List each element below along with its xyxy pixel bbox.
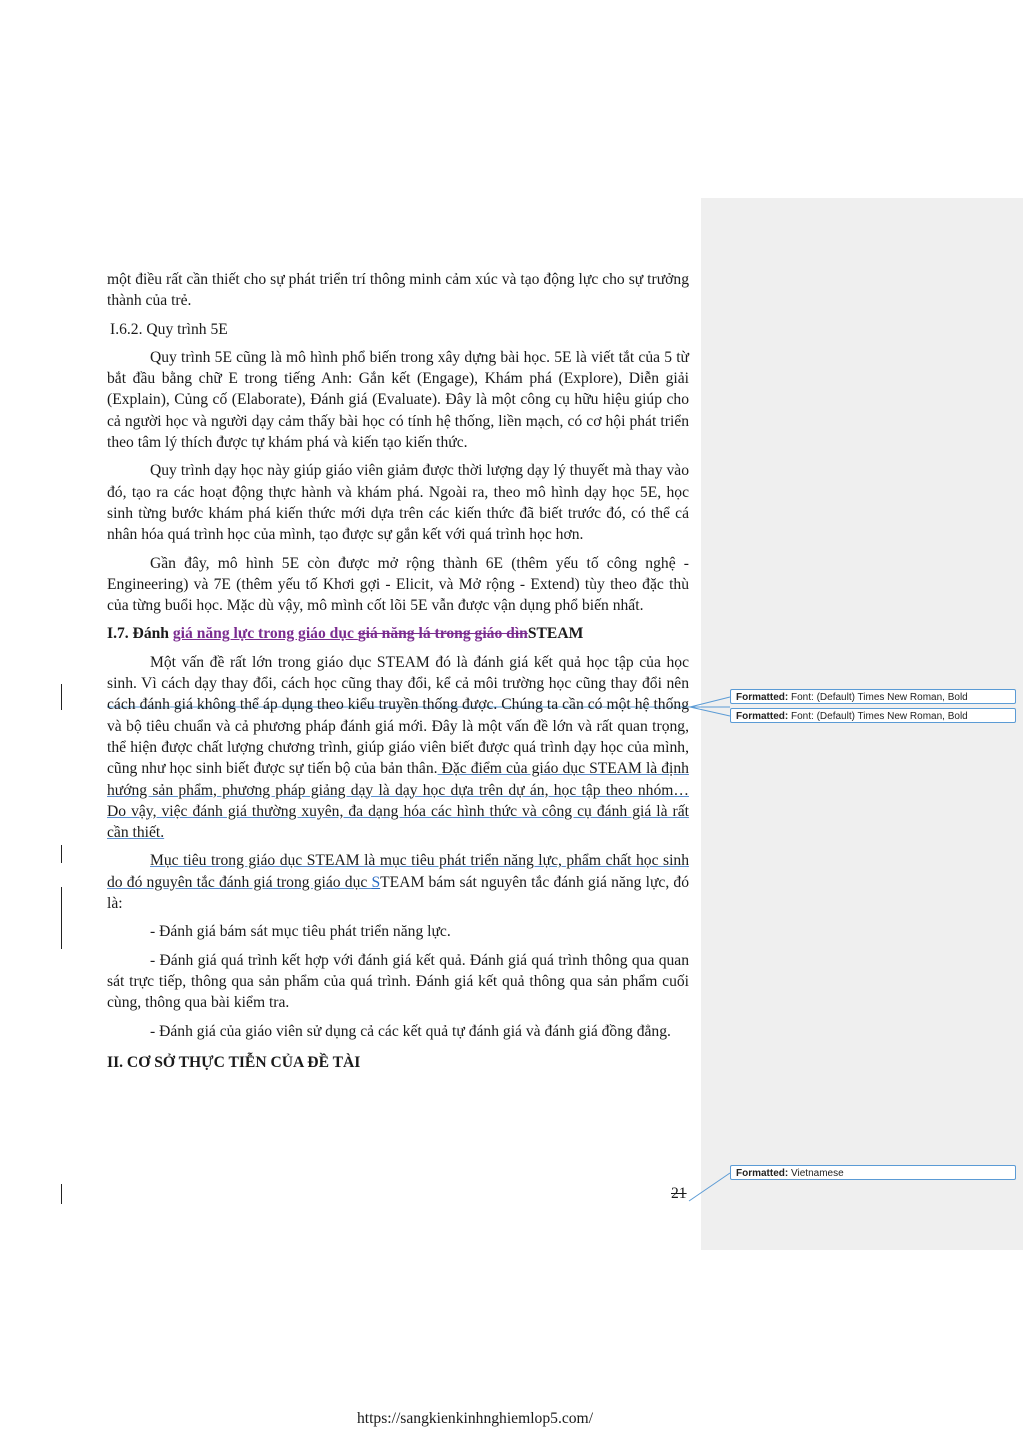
change-bar — [61, 1184, 62, 1204]
paragraph-17-1-part-b: Đặc điểm của giáo dục STEAM là định hướng sản phẩm, phương pháp giảng dạy là dạy học dựa trên dự án, học tập theo nhóm… Do vậy, việc đánh giá thường xuyên, đa dạng hóa các hình thức và công cụ đánh giá là rất cần thiết. — [107, 760, 689, 842]
comment-text: Vietnamese — [791, 1168, 844, 1179]
comment-balloon-1[interactable] — [730, 689, 1016, 704]
comment-balloon-2[interactable] — [730, 708, 1016, 723]
comment-label: Formatted: — [736, 692, 789, 703]
heading-ii: II. CƠ SỞ THỰC TIỄN CỦA ĐỀ TÀI — [107, 1053, 361, 1071]
paragraph-17-1 — [107, 652, 689, 844]
paragraph-intro: một điều rất cần thiết cho sự phát triển trí thông minh cảm xúc và tạo động lực cho sự trưởng thành của trẻ. — [107, 271, 689, 310]
sub-heading-162: I.6.2. Quy trình 5E — [110, 320, 228, 338]
document-body — [107, 269, 689, 1080]
paragraph-17-2-part-b: TEAM bám sát nguyên tắc đánh giá năng lực, đó là: — [107, 873, 690, 913]
paragraph-17-1-part-a: Một vấn đề rất lớn trong giáo dục STEAM đó là đánh giá kết quả học tập của học sinh. Vì cách dạy thay đổi, cách học cũng thay đổi, kể cả môi trường học cũng thay đổi nên cách đánh giá không thể áp dụng theo kiểu truyền thống được. Chúng ta cần có một hệ thống và bộ tiêu chuẩn và cả phương pháp đánh giá mới. Đây là một vấn đề lớn và rất quan trọng, thể hiện được chất lượng chương trình, giúp giáo viên biết được quá trình dạy học của mình, cũng như học sinh biết được sự tiến bộ của bản thân. — [107, 653, 689, 778]
bullet-3: - Đánh giá của giáo viên sử dụng cả các kết quả tự đánh giá và đánh giá đồng đẳng. — [150, 1022, 671, 1040]
paragraph-17-2-part-a: Mục tiêu trong giáo dục STEAM là mục tiêu phát triển năng lực, phẩm chất học sinh do đó nguyên tắc đánh giá trong giáo dục — [107, 852, 689, 891]
tracked-letter-s: S — [371, 873, 381, 891]
change-bar — [61, 845, 62, 863]
comment-text: Font: (Default) Times New Roman, Bold — [791, 711, 968, 722]
change-bar — [61, 887, 62, 949]
tracked-insertion: giá năng lực trong giáo dục — [172, 625, 358, 643]
change-bar — [61, 684, 62, 710]
paragraph-5e-2: Quy trình dạy học này giúp giáo viên giảm được thời lượng dạy lý thuyết mà thay vào đó, tạo ra các hoạt động thực hành và khám phá. Ngoài ra, theo mô hình dạy học 5E, học sinh từng bước khám phá kiến thức mới dựa trên các kiến thức đã biết trước đó, có thể cá nhân hóa quá trình học của mình, tạo được sự gắn kết với quá trình học hơn. — [107, 462, 689, 544]
paragraph-5e-1: Quy trình 5E cũng là mô hình phổ biến trong xây dựng bài học. 5E là viết tắt của 5 từ bắt đầu bằng chữ E trong tiếng Anh: Gắn kết (Engage), Khám phá (Explore), Diễn giải (Explain), Củng cố (Elaborate), Đánh giá (Evaluate). Đây là một công cụ hữu hiệu giúp cho cả người học và người dạy cảm thấy bài học có tính hệ thống, liền mạch, có cơ hội phát triển theo tâm lý thích được tự khám phá và kiến tạo kiến thức. — [107, 348, 689, 452]
comment-label: Formatted: — [736, 711, 789, 722]
heading-17 — [107, 623, 689, 644]
heading-17-prefix: I.7. Đánh — [107, 625, 173, 643]
bullet-1: - Đánh giá bám sát mục tiêu phát triển năng lực. — [150, 923, 451, 941]
comment-balloon-3[interactable] — [730, 1165, 1016, 1180]
heading-17-suffix: STEAM — [527, 625, 584, 643]
tracked-deletion: giá năng lá trong giáo dìn — [357, 625, 528, 643]
paragraph-17-2 — [107, 850, 689, 914]
footer-url[interactable]: https://sangkienkinhnghiemlop5.com/ — [356, 1410, 594, 1427]
page-number: 21 — [671, 1185, 687, 1202]
bullet-2: - Đánh giá quá trình kết hợp với đánh giá kết quả. Đánh giá quá trình thông qua quan sát trực tiếp, thông qua sản phẩm của quá trình. Đánh giá kết quả thông qua sản phẩm cuối cùng, thông qua bài kiểm tra. — [107, 951, 689, 1012]
paragraph-5e-3: Gần đây, mô hình 5E còn được mở rộng thành 6E (thêm yếu tố công nghệ - Engineering) và 7E (thêm yếu tố Khơi gợi - Elicit, và Mở rộng - Extend) tùy theo đặc thù của từng buổi học. Mặc dù vậy, mô mình cốt lõi 5E vẫn được vận dụng phổ biến nhất. — [107, 554, 689, 615]
comment-label: Formatted: — [736, 1168, 789, 1179]
comment-text: Font: (Default) Times New Roman, Bold — [791, 692, 968, 703]
